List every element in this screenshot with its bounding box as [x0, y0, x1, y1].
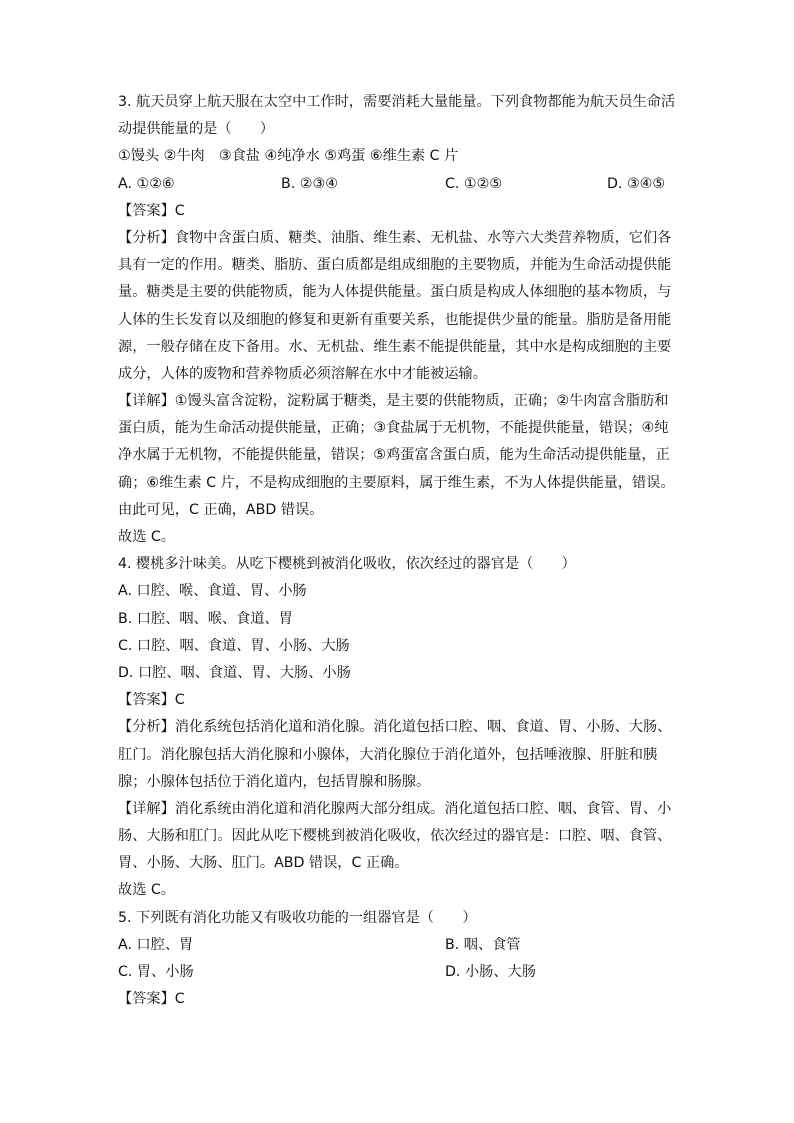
q5-options-row-2	[118, 959, 678, 986]
q5-answer: 【答案】C	[118, 991, 185, 1008]
q4-choice: 故选 C。	[118, 882, 175, 899]
q5-option-a: A. 口腔、胃	[118, 936, 194, 953]
q3-analysis-line-4: 人体的生长发育以及细胞的修复和更新有重要关系，也能提供少量的能量。脂肪是备用能	[118, 311, 672, 328]
q4-option-c: C. 口腔、咽、食道、胃、小肠、大肠	[118, 637, 350, 654]
q3-option-a: A. ①②⑥	[118, 175, 175, 192]
q3-option-b: B. ②③④	[281, 175, 338, 192]
q4-option-a: A. 口腔、喉、食道、胃、小肠	[118, 583, 307, 600]
q4-detail-line-3: 胃、小肠、大肠、肛门。ABD 错误，C 正确。	[118, 855, 409, 872]
q3-analysis-line-1: 【分析】食物中含蛋白质、糖类、油脂、维生素、无机盐、水等六大类营养物质，它们各	[118, 229, 672, 246]
q4-detail-line-2: 肠、大肠和肛门。因此从吃下樱桃到被消化吸收，依次经过的器官是：口腔、咽、食管、	[118, 828, 672, 845]
q3-analysis-line-6: 成分，人体的废物和营养物质必须溶解在水中才能被运输。	[118, 365, 487, 382]
q4-analysis-line-1: 【分析】消化系统包括消化道和消化腺。消化道包括口腔、咽、食道、胃、小肠、大肠、	[118, 719, 672, 736]
q3-answer: 【答案】C	[118, 202, 185, 219]
q5-options-row-1	[118, 932, 678, 959]
q4-detail-line-1: 【详解】消化系统由消化道和消化腺两大部分组成。消化道包括口腔、咽、食管、胃、小	[118, 800, 672, 817]
q3-stem-line-1: 3. 航天员穿上航天服在太空中工作时，需要消耗大量能量。下列食物都能为航天员生命活	[118, 94, 676, 110]
q5-option-c: C. 胃、小肠	[118, 964, 194, 980]
q3-detail-line-5: 由此可见，C 正确，ABD 错误。	[118, 501, 324, 518]
q3-detail-line-2: 蛋白质，能为生命活动提供能量，正确；③食盐属于无机物，不能提供能量，错误；④纯	[118, 420, 669, 437]
page-content	[118, 89, 678, 1013]
q3-analysis-line-3: 量。糖类是主要的供能物质，能为人体提供能量。蛋白质是构成人体细胞的基本物质，与	[118, 284, 672, 301]
q3-analysis-line-2: 具有一定的作用。糖类、脂肪、蛋白质都是组成细胞的主要物质，并能为生命活动提供能	[118, 257, 672, 274]
q3-detail-line-1: 【详解】①馒头富含淀粉，淀粉属于糖类，是主要的供能物质，正确；②牛肉富含脂肪和	[118, 393, 669, 410]
q4-analysis-line-3: 腺；小腺体包括位于消化道内，包括胃腺和肠腺。	[118, 773, 431, 790]
q4-stem: 4. 樱桃多汁味美。从吃下樱桃到被消化吸收，依次经过的器官是（ ）	[118, 556, 576, 573]
q3-option-d: D. ③④⑤	[607, 175, 666, 192]
q3-items: ①馒头 ②牛肉 ③食盐 ④纯净水 ⑤鸡蛋 ⑥维生素 C 片	[118, 148, 459, 165]
q5-option-b: B. 咽、食管	[445, 936, 521, 953]
q3-stem-line-2: 动提供能量的是（ ）	[118, 121, 275, 138]
q4-option-b: B. 口腔、咽、喉、食道、胃	[118, 610, 293, 627]
q3-option-c: C. ①②⑤	[445, 175, 503, 192]
q4-analysis-line-2: 肛门。消化腺包括大消化腺和小腺体，大消化腺位于消化道外，包括唾液腺、肝脏和胰	[118, 746, 658, 763]
q4-answer: 【答案】C	[118, 692, 185, 709]
q3-analysis-line-5: 源，一般存储在皮下备用。水、无机盐、维生素不能提供能量，其中水是构成细胞的主要	[118, 338, 672, 355]
q5-option-d: D. 小肠、大肠	[445, 964, 536, 980]
q3-choice: 故选 C。	[118, 529, 175, 545]
q3-options	[118, 171, 678, 198]
q3-detail-line-3: 净水属于无机物，不能提供能量，错误；⑤鸡蛋富含蛋白质，能为生命活动提供能量，正	[118, 447, 670, 464]
q3-detail-line-4: 确；⑥维生素 C 片，不是构成细胞的主要原料，属于维生素，不为人体提供能量，错误。	[118, 474, 675, 491]
q4-option-d: D. 口腔、咽、食道、胃、大肠、小肠	[118, 664, 351, 681]
q5-stem: 5. 下列既有消化功能又有吸收功能的一组器官是（ ）	[118, 909, 477, 926]
